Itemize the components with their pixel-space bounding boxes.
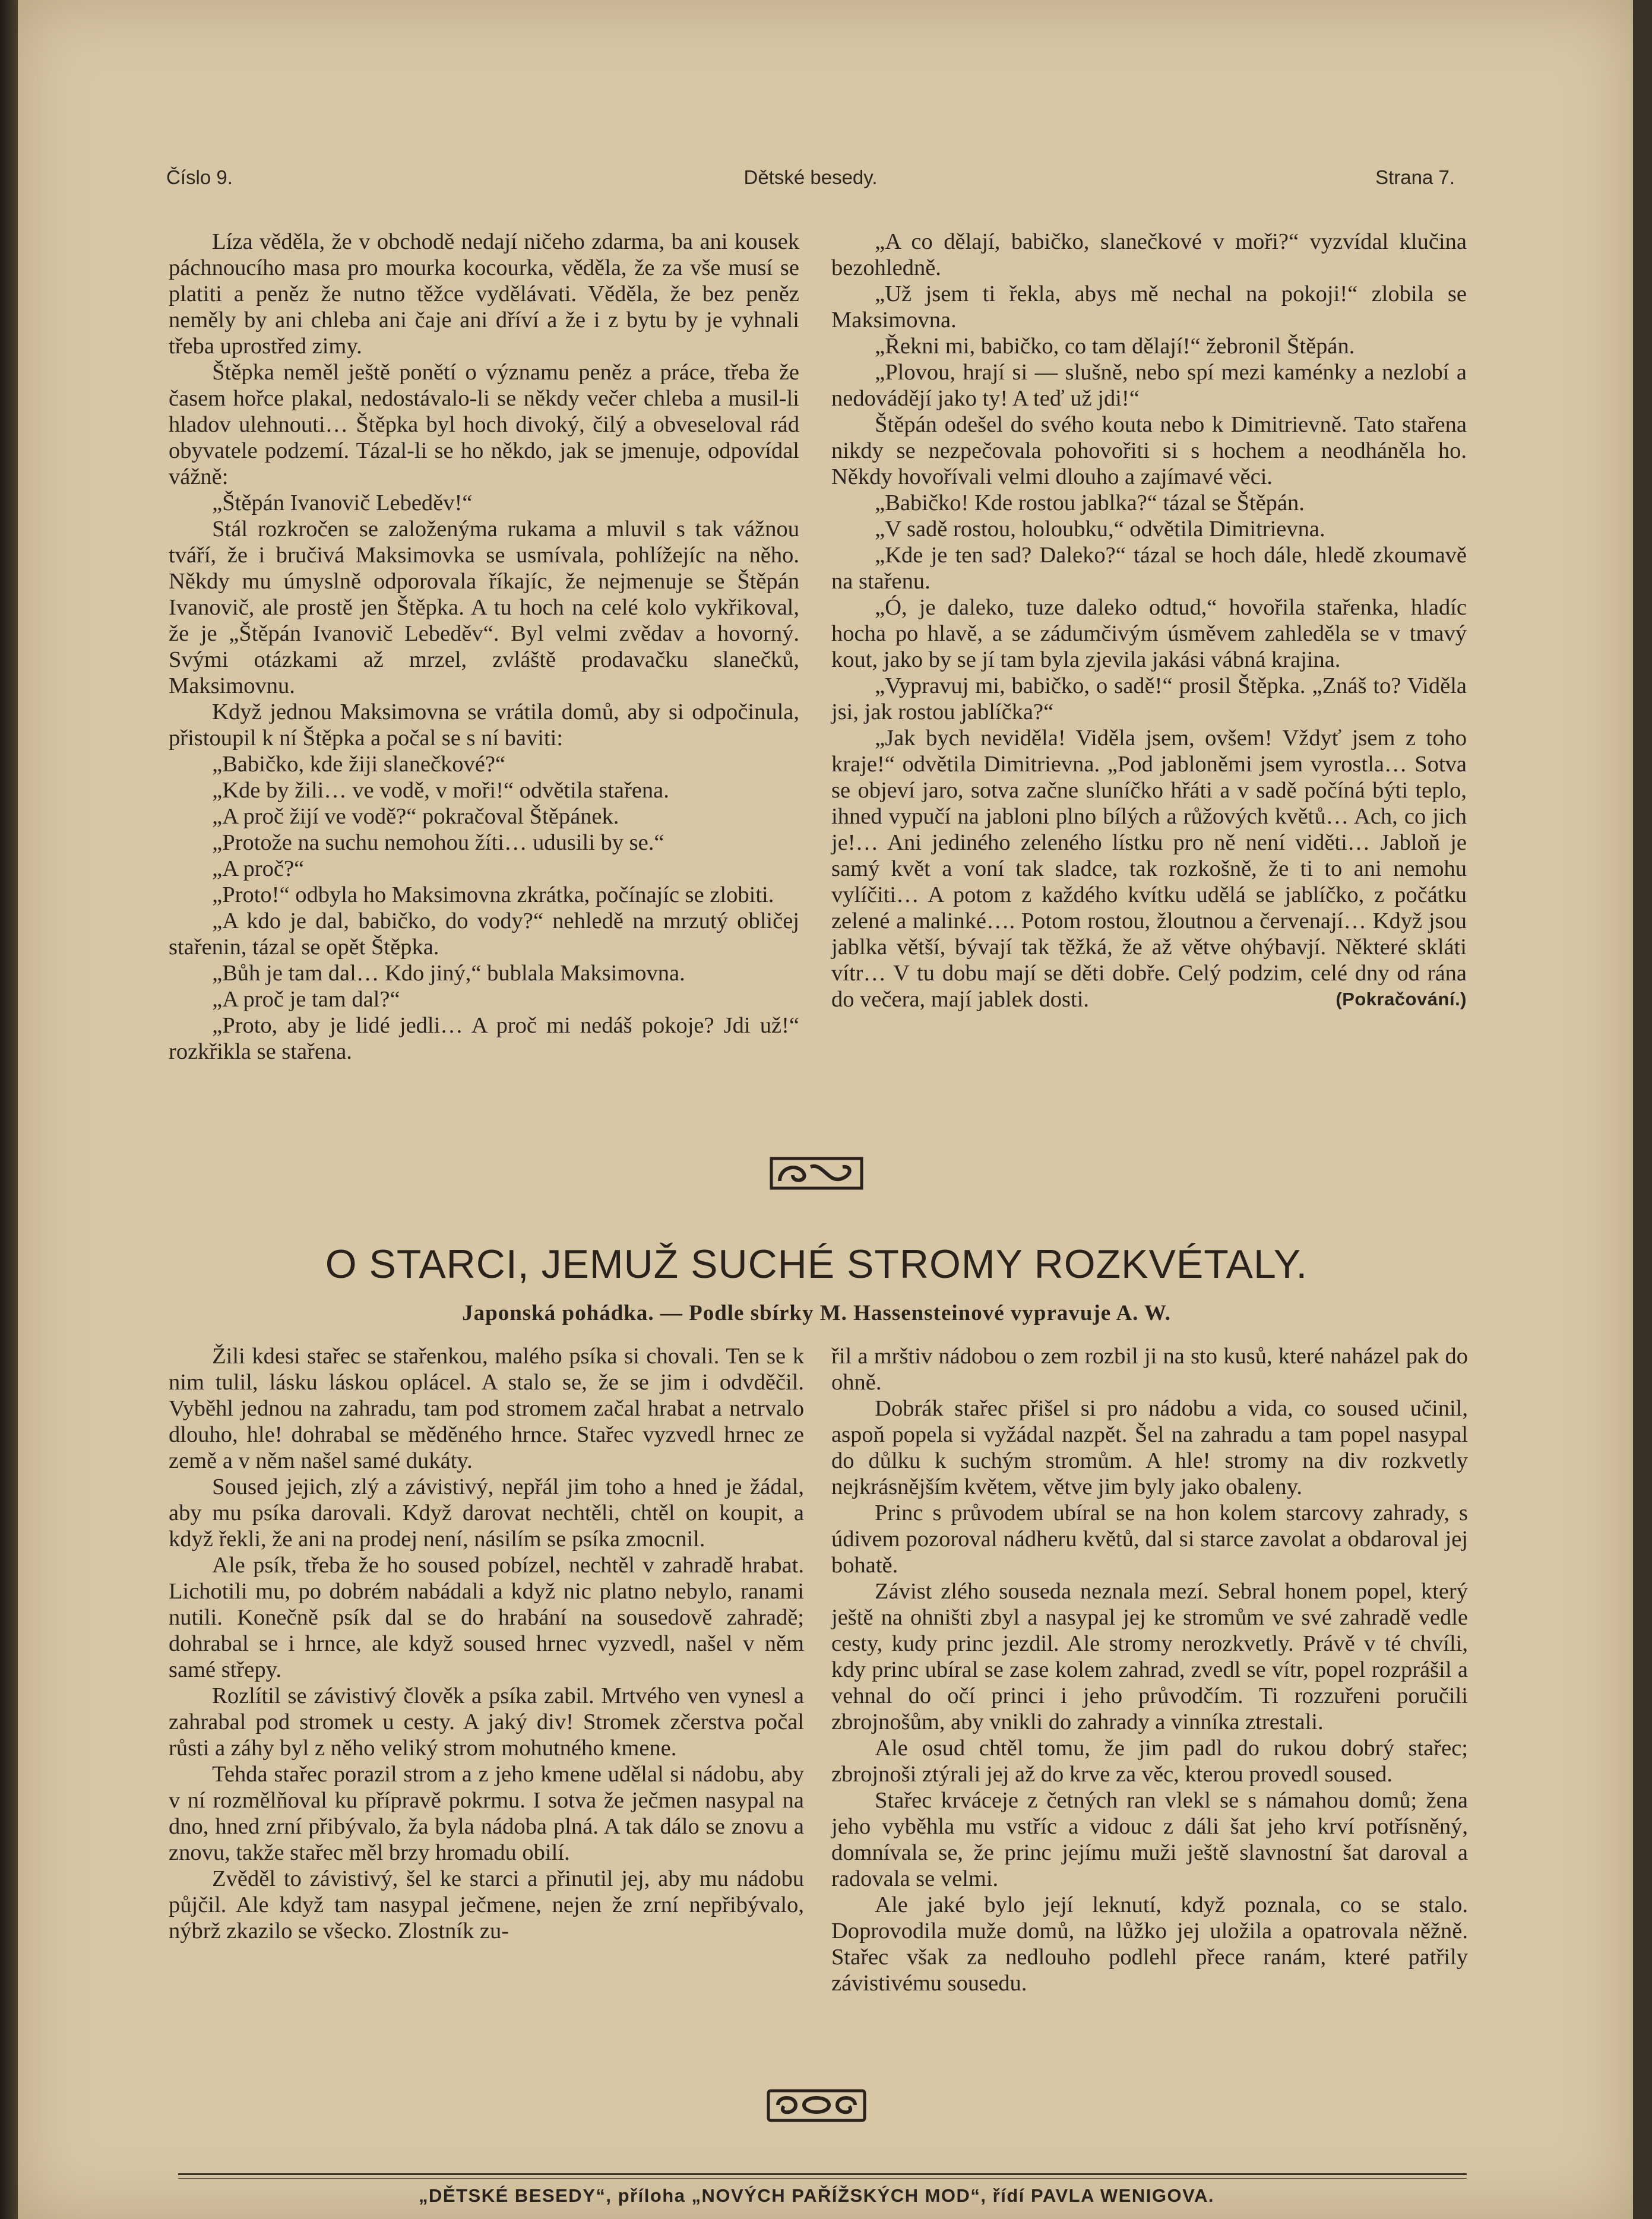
paragraph: Ale osud chtěl tomu, že jim padl do rukou dobrý stařec; zbrojnoši ztýrali jej až do krve za věc, kterou provedl soused. (831, 1736, 1468, 1787)
magazine-page (18, 0, 1633, 2219)
paragraph: „Kde je ten sad? Daleko?“ tázal se hoch dále, hledě zkoumavě na stařenu. (831, 543, 1467, 594)
paragraph-text: „Jak bych neviděla! Viděla jsem, ovšem! Vždyť jsem z toho kraje!“ odvětila Dimitrievna. „Pod jabloněmi jsem vyrostla… Sotva se objeví jaro, sotva začne sluníčko hřáti a v sadě počíná býti teplo, ihned vypučí na jabloni plno bílých a růžových květů… Ach, co jich je!… Ani jediného zeleného lístku pro ně není viděti… Jabloň je samý květ a voní tak sladce, tak rozkošně, že ti to ani nemohu vylíčiti… A potom z každého kvítku udělá se jablíčko, z počátku zelené a malinké…. Potom rostou, žloutnou a červenají… Když jsou jablka větší, bývají tak těžká, že až větve ohýbavjí. Některé skláti vítr… V tu dobu mají se děti dobře. Celý podzim, celé dny od rána do večera, mají jablek dosti. (831, 726, 1467, 1012)
ornament-divider-icon (769, 1155, 864, 1192)
paragraph: „Ó, je daleko, tuze daleko odtud,“ hovořila stařenka, hladíc hocha po hlavě, a se zádumčivým úsměvem zahleděla se v tmavý kout, jako by se jí tam byla zjevila jakási vábná krajina. (831, 595, 1467, 672)
paragraph: Ale psík, třeba že ho soused pobízel, nechtěl v zahradě hrabat. Lichotili mu, po dobrém nabádali a když nic platno nebylo, ranami nutili. Konečně psík dal se do hrabání na sousedově zahradě; dohrabal se i hrnce, ale když soused hrnec vyzvedl, našel v něm samé střepy. (169, 1553, 804, 1682)
story2-subtitle: Japonská pohádka. — Podle sbírky M. Hassensteinové vypravuje A. W. (462, 1301, 1171, 1325)
footer-rule (178, 2173, 1467, 2175)
paragraph: „A proč je tam dal?“ (212, 987, 400, 1012)
paragraph: „Bůh je tam dal… Kdo jiný,“ bublala Maksimovna. (212, 961, 685, 986)
paragraph: „Proto!“ odbyla ho Maksimovna zkrátka, počínajíc se zlobiti. (212, 882, 774, 907)
paragraph: Stařec krváceje z četných ran vlekl se s námahou domů; žena jeho vyběhla mu vstříc a vidouc z dáli šat jeho krví potřísněný, domnívala se, že princ jejímu muži ještě slavnostní šat daroval a radovala se velmi. (831, 1788, 1468, 1891)
paragraph: „Vypravuj mi, babičko, o sadě!“ prosil Štěpka. „Znáš to? Viděla jsi, jak rostou jablíčka?“ (831, 673, 1467, 724)
paragraph: Zvěděl to závistivý, šel ke starci a přinutil jej, aby mu nádobu půjčil. Ale když tam nasypal ječmene, nejen že zrní nepřibývalo, nýbrž zkazilo se všecko. Zlostník zu- (169, 1866, 804, 1943)
paragraph: Soused jejich, zlý a závistivý, nepřál jim toho a hned je žádal, aby mu psíka darovali. Když darovat nechtěli, chtěl on koupit, a když řekli, že ani na prodej není, násilím se psíka zmocnil. (169, 1474, 804, 1552)
continued-note: (Pokračování.) (1335, 989, 1467, 1009)
paragraph: „Plovou, hrají si — slušně, nebo spí mezi kaménky a nezlobí a nedovádějí jako ty! A teď už jdi!“ (831, 360, 1467, 411)
paragraph: Štěpán odešel do svého kouta nebo k Dimitrievně. Tato stařena nikdy se nezpečovala pohovořiti si s hochem a neodháněla ho. Někdy hovořívali velmi dlouho a zajímavé věci. (831, 412, 1467, 489)
paragraph: Princ s průvodem ubíral se na hon kolem starcovy zahrady, s údivem pozoroval nádheru květů, dal si starce zavolat a obdaroval jej bohatě. (831, 1501, 1468, 1578)
page-edge (0, 0, 18, 2219)
footer-imprint: „DĚTSKÉ BESEDY“, příloha „NOVÝCH PAŘÍŽSKÝCH MOD“, řídí PAVLA WENIGOVA. (419, 2185, 1214, 2206)
paragraph: „Už jsem ti řekla, abys mě nechal na pokoji!“ zlobila se Maksimovna. (831, 281, 1467, 333)
story1-column-left (169, 229, 799, 1065)
paragraph: „Proto, aby je lidé jedli… A proč mi nedáš pokoje? Jdi už!“ rozkřikla se stařena. (169, 1013, 799, 1064)
paragraph: Líza věděla, že v obchodě nedají ničeho zdarma, ba ani kousek páchnoucího masa pro mourka kocourka, věděla, že za vše musí se platiti a peněz že nutno těžce vydělávati. Věděla, že bez peněz neměly by ani chleba ani čaje ani dříví a že i z bytu by je vyhnali třeba uprostřed zimy. (169, 229, 799, 359)
paragraph: „Štěpán Ivanovič Lebeděv!“ (212, 490, 473, 515)
paragraph: Tehda stařec porazil strom a z jeho kmene udělal si nádobu, aby v ní rozmělňoval ku přípravě pokrmu. I sotva že ječmen nasypal na dno, hned zrní přibývalo, ža byla nádoba plná. A tak dálo se znovu a znovu, takže stařec měl brzy hromadu obilí. (169, 1762, 804, 1865)
paragraph: „Kde by žili… ve vodě, v moři!“ odvětila stařena. (212, 778, 669, 803)
story2-title: O STARCI, JEMUŽ SUCHÉ STROMY ROZKVÉTALY. (325, 1242, 1308, 1287)
paragraph: Závist zlého souseda neznala mezí. Sebral honem popel, který ještě na ohništi zbyl a nasypal jej ke stromům ve své zahradě vedle cesty, kudy princ jezdil. Ale stromy nerozkvetly. Právě v té chvíli, kdy princ ubíral se zase kolem zahrad, zvedl se vítr, popel rozprášil a vehnal do očí princi i jeho průvodčím. Ti rozzuřeni poručili zbrojnošům, aby vnikli do zahrady a vinníka ztrestali. (831, 1579, 1468, 1734)
paragraph: „V sadě rostou, holoubku,“ odvětila Dimitrievna. (875, 517, 1325, 542)
ornament-divider-icon (766, 2087, 867, 2124)
story2-column-left (169, 1343, 804, 1944)
paragraph: Rozlítil se závistivý člověk a psíka zabil. Mrtvého ven vynesl a zahrabal pod stromek u cesty. A jaký div! Stromek zčerstva počal růsti a záhy byl z něho veliký strom mohutného kmene. (169, 1683, 804, 1761)
story1-column-right (831, 229, 1467, 1012)
paragraph: „Babičko! Kde rostou jablka?“ tázal se Štěpán. (875, 490, 1305, 515)
paragraph: Štěpka neměl ještě ponětí o významu peněz a práce, třeba že časem hořce plakal, nedostávalo-li se někdy večer chleba a musil-li hladov ulehnouti… Štěpka byl hoch divoký, čilý a obveseloval rád obyvatele podzemí. Tázal-li se ho někdo, jak se jmenuje, odpovídal vážně: (169, 360, 799, 489)
paragraph: „A co dělají, babičko, slanečkové v moři?“ vyzvídal klučina bezohledně. (831, 229, 1467, 280)
running-header (166, 166, 1455, 202)
paragraph: „Babičko, kde žiji slanečkové?“ (212, 752, 506, 777)
paragraph: „A proč?“ (212, 856, 305, 881)
footer-rule-thin (178, 2178, 1467, 2179)
magazine-name: Dětské besedy. (743, 166, 878, 188)
paragraph: „A proč žijí ve vodě?“ pokračoval Štěpánek. (212, 804, 619, 829)
issue-number: Číslo 9. (166, 166, 233, 188)
paragraph: řil a mrštiv nádobou o zem rozbil ji na sto kusů, které naházel pak do ohně. (831, 1344, 1468, 1395)
paragraph: Žili kdesi stařec se stařenkou, malého psíka si chovali. Ten se k nim tulil, lásku láskou oplácel. A stalo se, že se jim i odvděčil. Vyběhl jednou na zahradu, tam pod stromem začal hrabat a netrvalo dlouho, hle! dohrabal se měděného hrnce. Stařec vyzvedl hrnec ze země a v něm našel samé dukáty. (169, 1344, 804, 1473)
paragraph-last (831, 725, 1467, 1012)
paragraph: „Protože na suchu nemohou žíti… udusili by se.“ (212, 830, 664, 855)
page-number: Strana 7. (1375, 166, 1455, 188)
paragraph: „A kdo je dal, babičko, do vody?“ nehledě na mrzutý obličej stařenin, tázal se opět Štěpka. (169, 909, 799, 960)
paragraph: Dobrák stařec přišel si pro nádobu a vida, co soused učinil, aspoň popela si vyžádal nazpět. Šel na zahradu a tam popel nasypal do důlku k suchým stromům. A hle! stromy na div rozkvetly nejkrásnějším květem, větve jim byly jako obaleny. (831, 1396, 1468, 1499)
paragraph: Stál rozkročen se založenýma rukama a mluvil s tak vážnou tváří, že i bručivá Maksimovka se usmívala, pohlížejíc na něho. Někdy mu úmyslně odporovala říkajíc, že nejmenuje se Štěpán Ivanovič, ale prostě jen Štěpka. A tu hoch na celé kolo vykřikoval, že je „Štěpán Ivanovič Lebeděv“. Byl velmi zvědav a hovorný. Svými otázkami až mrzel, zvláště prodavačku slanečků, Maksimovnu. (169, 517, 799, 698)
paragraph: Ale jaké bylo její leknutí, když poznala, co se stalo. Doprovodila muže domů, na lůžko jej uložila a opatrovala něžně. Stařec však za nedlouho podlehl přece ranám, které patřily závistivému sousedu. (831, 1892, 1468, 1996)
paragraph: Když jednou Maksimovna se vrátila domů, aby si odpočinula, přistoupil k ní Štěpka a počal se s ní baviti: (169, 699, 799, 751)
paragraph: „Řekni mi, babičko, co tam dělají!“ žebronil Štěpán. (875, 334, 1355, 359)
story2-column-right (831, 1343, 1468, 1996)
